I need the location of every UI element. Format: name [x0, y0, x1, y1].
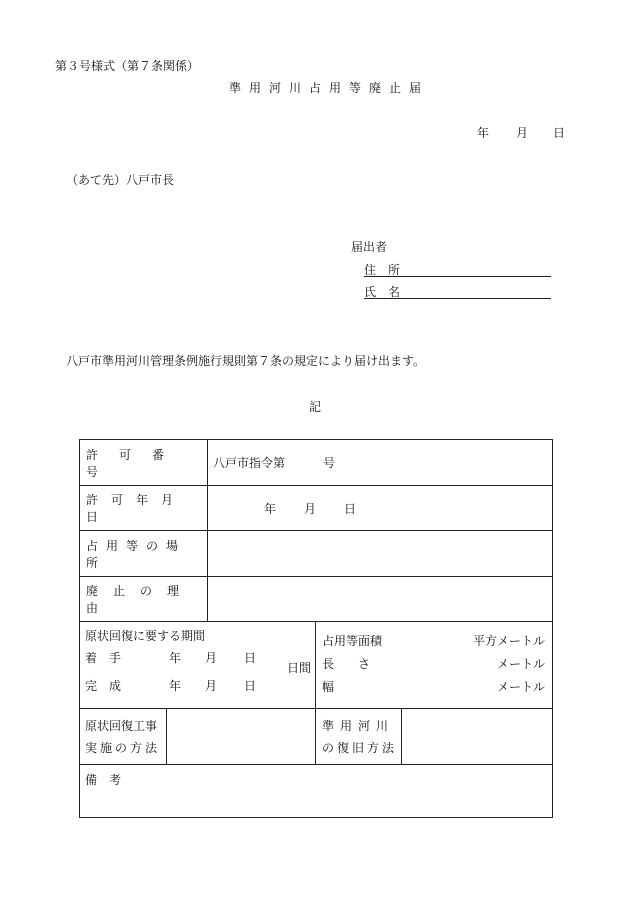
method-label-cell: [80, 709, 167, 765]
name-label: 氏 名: [364, 285, 401, 299]
page-title: 準用河川占用等廃止届: [229, 81, 430, 95]
reason-value-cell[interactable]: [208, 577, 553, 622]
method-row: [80, 709, 553, 765]
permit-date-row: [80, 486, 553, 531]
length-label: 長 さ: [322, 657, 371, 671]
name-field[interactable]: [364, 298, 551, 299]
permit-date-label: 許可年月日: [86, 493, 187, 524]
river-value-cell[interactable]: [402, 709, 553, 765]
method-value-cell[interactable]: [167, 709, 316, 765]
start-year: 年: [169, 651, 182, 665]
permit-date-month: 月: [304, 501, 317, 516]
remarks-cell[interactable]: [80, 765, 553, 818]
restoration-period-label: 原状回復に要する期間: [85, 629, 206, 643]
area-label: 占用等面積: [322, 634, 383, 648]
end-year: 年: [169, 679, 182, 693]
permit-date-year: 年: [264, 501, 277, 516]
days-label: 日間: [287, 661, 312, 675]
method-label-line2: 実施の方法: [85, 740, 161, 755]
river-label-cell: [316, 709, 402, 765]
permit-date-day: 日: [344, 501, 357, 516]
statement: 八戸市準用河川管理条例施行規則第７条の規定により届け出ます。: [66, 354, 426, 368]
location-row: [80, 531, 553, 577]
permit-number-prefix: 八戸市指令第: [213, 456, 286, 470]
river-label-line2: の復旧方法: [322, 740, 398, 755]
addressee: （あて先）八戸市長: [66, 173, 175, 187]
width-unit: メートル: [497, 680, 546, 694]
start-day: 日: [244, 651, 257, 665]
length-unit: メートル: [497, 657, 546, 671]
reason-row: [80, 577, 553, 622]
location-label: 占用等の場所: [86, 538, 187, 570]
restoration-period-cell[interactable]: [80, 622, 316, 709]
form-table: [79, 439, 553, 818]
remarks-label: 備考: [85, 773, 134, 787]
end-month: 月: [205, 679, 218, 693]
river-label-line1: 準用河川: [322, 718, 395, 733]
notifier-label: 届出者: [351, 240, 388, 254]
permit-number-label-cell: [80, 440, 208, 486]
permit-date-label-cell: [80, 486, 208, 531]
permit-number-suffix: 号: [323, 456, 336, 470]
end-label: 完 成: [85, 679, 122, 693]
area-unit: 平方メートル: [473, 634, 546, 648]
form-number: 第３号様式（第７条関係）: [55, 59, 200, 73]
end-day: 日: [244, 679, 257, 693]
period-area-row: [80, 622, 553, 709]
area-cell[interactable]: [316, 622, 553, 709]
date-month-label: 月: [516, 126, 529, 140]
start-label: 着 手: [85, 651, 122, 665]
date-day-label: 日: [553, 126, 566, 140]
reason-label-cell: [80, 577, 208, 622]
address-label: 住 所: [364, 263, 401, 277]
ki-label: 記: [309, 400, 322, 414]
method-label-line1: 原状回復工事: [85, 718, 158, 733]
width-label: 幅: [322, 680, 335, 694]
address-field[interactable]: [364, 276, 551, 277]
permit-number-row: [80, 440, 553, 486]
location-label-cell: [80, 531, 208, 577]
permit-date-value-cell[interactable]: [208, 486, 553, 531]
location-value-cell[interactable]: [208, 531, 553, 577]
permit-number-value-cell[interactable]: [208, 440, 553, 486]
remarks-row: [80, 765, 553, 818]
date-year-label: 年: [477, 126, 490, 140]
permit-number-label: 許可番号: [86, 447, 186, 479]
start-month: 月: [205, 651, 218, 665]
reason-label: 廃止の理由: [86, 584, 195, 615]
